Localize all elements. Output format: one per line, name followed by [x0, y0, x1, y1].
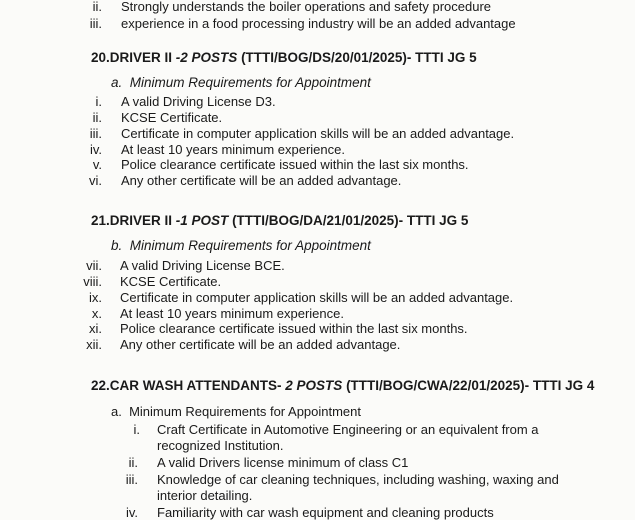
section-heading	[91, 213, 468, 228]
list-item-number: ii.	[128, 455, 138, 470]
list-item-number: v.	[92, 157, 102, 172]
list-item-number: i.	[95, 94, 102, 109]
list-item-number: vii.	[86, 258, 102, 273]
list-item-text: Familiarity with car wash equipment and cleaning products	[157, 505, 494, 520]
subheading-title: Minimum Requirements for Appointment	[129, 404, 362, 419]
list-item-number: iii.	[89, 126, 102, 141]
list-item-text: Police clearance certificate issued within the last six months.	[121, 157, 469, 172]
list-item-number: vi.	[89, 173, 102, 188]
list-item-text: Craft Certificate in Automotive Engineering or an equivalent from a	[157, 422, 539, 437]
list-item-text: experience in a food processing industry will be an added advantage	[121, 16, 516, 31]
requirements-subheading	[111, 404, 361, 419]
list-item-number: i.	[133, 422, 140, 437]
list-item-text-continued: recognized Institution.	[157, 438, 284, 453]
requirements-subheading	[111, 75, 371, 90]
list-item-text: Any other certificate will be an added advantage.	[121, 173, 402, 188]
requirements-subheading	[111, 238, 371, 253]
section-title: DRIVER II	[109, 50, 176, 65]
subheading-title: Minimum Requirements for Appointment	[129, 238, 371, 253]
list-item-number: ix.	[89, 290, 102, 305]
list-item-text: A valid Drivers license minimum of class C1	[157, 455, 409, 470]
list-item-text: At least 10 years minimum experience.	[120, 306, 344, 321]
section-heading	[91, 50, 477, 65]
list-item-text: At least 10 years minimum experience.	[121, 142, 345, 157]
section-title: DRIVER II	[109, 213, 176, 228]
list-item-number: x.	[91, 306, 102, 321]
section-title: CAR WASH ATTENDANTS-	[109, 378, 286, 393]
list-item-text: Certificate in computer application skills will be an added advantage.	[121, 126, 515, 141]
subheading-letter: a.	[111, 75, 123, 90]
list-item-text: KCSE Certificate.	[121, 110, 223, 125]
list-item-number: iv.	[89, 142, 102, 157]
list-item-text: A valid Driving License BCE.	[120, 258, 285, 273]
list-item-number: iii.	[125, 472, 138, 487]
list-item-number: iv.	[125, 505, 138, 520]
list-item-text: Any other certificate will be an added advantage.	[120, 337, 401, 352]
section-heading	[91, 378, 594, 393]
list-item-text: KCSE Certificate.	[120, 274, 222, 289]
list-item-number: xi.	[89, 321, 102, 336]
section-number: 22.	[91, 378, 110, 393]
section-number: 20.	[91, 50, 110, 65]
list-item-text: Knowledge of car cleaning techniques, including washing, waxing and	[157, 472, 559, 487]
section-posts: -2 POSTS	[175, 50, 238, 65]
list-item-number: ii.	[92, 110, 102, 125]
subheading-letter: a.	[111, 404, 122, 419]
section-posts: -1 POST	[175, 213, 229, 228]
list-item-text-continued: interior detailing.	[157, 488, 253, 503]
list-item-text: Certificate in computer application skills will be an added advantage.	[120, 290, 514, 305]
list-item-number: viii.	[83, 274, 102, 289]
list-item-text: Strongly understands the boiler operations and safety procedure	[121, 0, 492, 14]
subheading-title: Minimum Requirements for Appointment	[129, 75, 371, 90]
section-number: 21.	[91, 213, 110, 228]
subheading-letter: b.	[111, 238, 123, 253]
list-item-text: A valid Driving License D3.	[121, 94, 276, 109]
list-item-text: Police clearance certificate issued within the last six months.	[120, 321, 468, 336]
list-item-number: iii.	[89, 16, 102, 31]
section-posts: 2 POSTS	[285, 378, 343, 393]
section-ref: (TTTI/BOG/CWA/22/01/2025)- TTTI JG 4	[342, 378, 595, 393]
list-item-number: ii.	[92, 0, 102, 14]
section-ref: (TTTI/BOG/DA/21/01/2025)- TTTI JG 5	[228, 213, 469, 228]
section-ref: (TTTI/BOG/DS/20/01/2025)- TTTI JG 5	[237, 50, 477, 65]
list-item-number: xii.	[86, 337, 102, 352]
